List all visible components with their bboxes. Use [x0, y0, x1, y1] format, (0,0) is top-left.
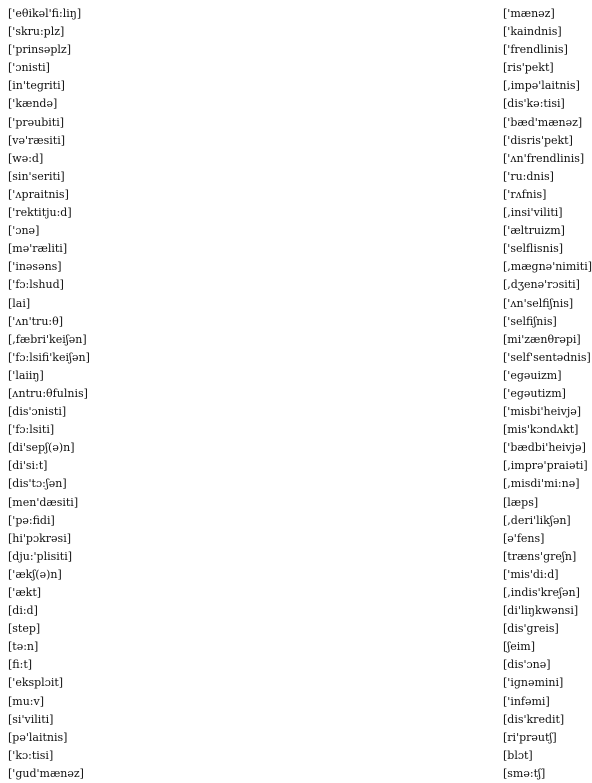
transcription-entry: ['prinsəplz]: [8, 43, 72, 57]
transcription-entry: ['fɔ:lshud]: [8, 278, 64, 292]
transcription-entry: ['rektitju:d]: [8, 206, 72, 220]
transcription-entry: ['kaindnis]: [503, 25, 562, 39]
transcription-entry: [træns'greʃn]: [503, 549, 577, 563]
transcription-entry: ['egəutizm]: [503, 386, 566, 400]
transcription-entry: [dis'greis]: [503, 622, 559, 636]
transcription-entry: [di'liŋkwənsi]: [503, 604, 579, 618]
transcription-entry: [,misdi'mi:nə]: [503, 477, 580, 491]
transcription-entry: [in'tegriti]: [8, 79, 65, 93]
transcription-entry: [ʃeim]: [503, 640, 536, 654]
right-transcription-column: [503, 5, 592, 783]
transcription-entry: [dis'ɔnə]: [503, 658, 551, 672]
transcription-entry: ['prəubiti]: [8, 115, 64, 129]
transcription-entry: [dis'tɔ:ʃən]: [8, 477, 67, 491]
transcription-entry: [si'viliti]: [8, 712, 54, 726]
transcription-entry: [wə:d]: [8, 151, 44, 165]
transcription-entry: [men'dæsiti]: [8, 495, 79, 509]
transcription-entry: ['ignəmini]: [503, 676, 564, 690]
transcription-entry: ['selflisnis]: [503, 242, 564, 256]
transcription-entry: [ri'prəutʃ]: [503, 730, 557, 744]
transcription-entry: [ə'fens]: [503, 531, 545, 545]
transcription-entry: ['ækt]: [8, 586, 42, 599]
transcription-entry: [və'ræsiti]: [8, 133, 66, 147]
transcription-entry: ['rʌfnis]: [503, 187, 547, 201]
transcription-entry: ['ɔnisti]: [8, 61, 50, 75]
transcription-entry: [di'sepʃ(ə)n]: [8, 441, 75, 455]
transcription-entry: [ʌntru:θfulnis]: [8, 386, 88, 400]
transcription-entry: [dis'kredit]: [503, 712, 565, 726]
transcription-entry: [,imprə'praiəti]: [503, 459, 588, 473]
transcription-entry: ['pə:fidi]: [8, 513, 55, 527]
transcription-entry: [mə'ræliti]: [8, 242, 68, 256]
transcription-entry: ['æltruizm]: [503, 224, 565, 238]
transcription-entry: [,deri'likʃən]: [503, 513, 571, 527]
transcription-entry: [dis'kə:tisi]: [503, 97, 565, 111]
transcription-entry: ['misbi'heivjə]: [503, 405, 582, 419]
transcription-entry: ['eksplɔit]: [8, 676, 64, 690]
transcription-entry: ['ʌn'frendlinis]: [503, 151, 585, 165]
transcription-entry: [,fæbri'keiʃən]: [8, 332, 87, 346]
transcription-entry: [,mægnə'nimiti]: [503, 260, 592, 274]
transcription-entry: ['disris'pekt]: [503, 133, 573, 147]
transcription-entry: ['gud'mænəz]: [8, 766, 84, 780]
transcription-entry: [di'si:t]: [8, 459, 48, 473]
transcription-entry: ['ʌn'selfiʃnis]: [503, 296, 574, 310]
transcription-entry: ['mis'di:d]: [503, 567, 559, 581]
transcription-entry: [,impə'laitnis]: [503, 79, 580, 93]
transcription-entry: ['fɔ:lsiti]: [8, 423, 55, 437]
transcription-entry: [di:d]: [8, 604, 38, 618]
left-transcription-column: [8, 5, 88, 783]
transcription-entry: [smə:tʃ]: [503, 766, 546, 780]
transcription-entry: ['mænəz]: [503, 7, 555, 20]
left-transcription-list: [8, 5, 88, 783]
transcription-entry: [sin'seriti]: [8, 169, 65, 183]
transcription-entry: [,indis'kreʃən]: [503, 586, 580, 599]
transcription-entry: ['ʌpraitnis]: [8, 187, 69, 201]
transcription-entry: [dju:'plisiti]: [8, 549, 73, 563]
transcription-entry: [hi'pɔkrəsi]: [8, 531, 72, 545]
transcription-entry: ['bædbi'heivjə]: [503, 441, 586, 455]
right-transcription-list: [503, 5, 592, 783]
transcription-entry: ['kɔ:tisi]: [8, 748, 54, 762]
transcription-entry: [mi'zænθrəpi]: [503, 332, 581, 346]
transcription-entry: ['self'sentədnis]: [503, 350, 591, 364]
transcription-entry: ['skru:plz]: [8, 25, 65, 39]
transcription-entry: [mis'kɔndʌkt]: [503, 423, 579, 437]
transcription-entry: ['inəsəns]: [8, 260, 62, 274]
transcription-entry: ['fɔ:lsifi'keiʃən]: [8, 350, 90, 364]
transcription-entry: [blɔt]: [503, 748, 533, 762]
transcription-entry: ['infəmi]: [503, 694, 550, 708]
transcription-entry: [fi:t]: [8, 658, 33, 672]
transcription-entry: ['frendlinis]: [503, 43, 568, 57]
transcription-entry: [,insi'viliti]: [503, 206, 563, 220]
transcription-entry: ['egəuizm]: [503, 368, 562, 382]
transcription-entry: [lai]: [8, 296, 31, 310]
transcription-entry: ['laiiŋ]: [8, 368, 44, 382]
transcription-entry: [ris'pekt]: [503, 61, 554, 75]
transcription-entry: [step]: [8, 622, 41, 636]
transcription-entry: ['ɔnə]: [8, 224, 40, 238]
transcription-entry: ['kændə]: [8, 97, 58, 111]
transcription-entry: ['ækʃ(ə)n]: [8, 567, 62, 581]
transcription-entry: ['bæd'mænəz]: [503, 115, 583, 129]
transcription-entry: ['selfiʃnis]: [503, 314, 557, 328]
transcription-entry: ['ʌn'tru:θ]: [8, 314, 64, 328]
transcription-entry: [pə'laitnis]: [8, 730, 68, 744]
transcription-entry: [tə:n]: [8, 640, 39, 654]
transcription-entry: [,dʒenə'rɔsiti]: [503, 278, 580, 292]
transcription-entry: ['eθikəl'fi:liŋ]: [8, 7, 82, 20]
transcription-entry: [mu:v]: [8, 694, 45, 708]
transcription-entry: [læps]: [503, 495, 539, 509]
transcription-entry: ['ru:dnis]: [503, 169, 554, 183]
transcription-entry: [dis'ɔnisti]: [8, 405, 67, 419]
